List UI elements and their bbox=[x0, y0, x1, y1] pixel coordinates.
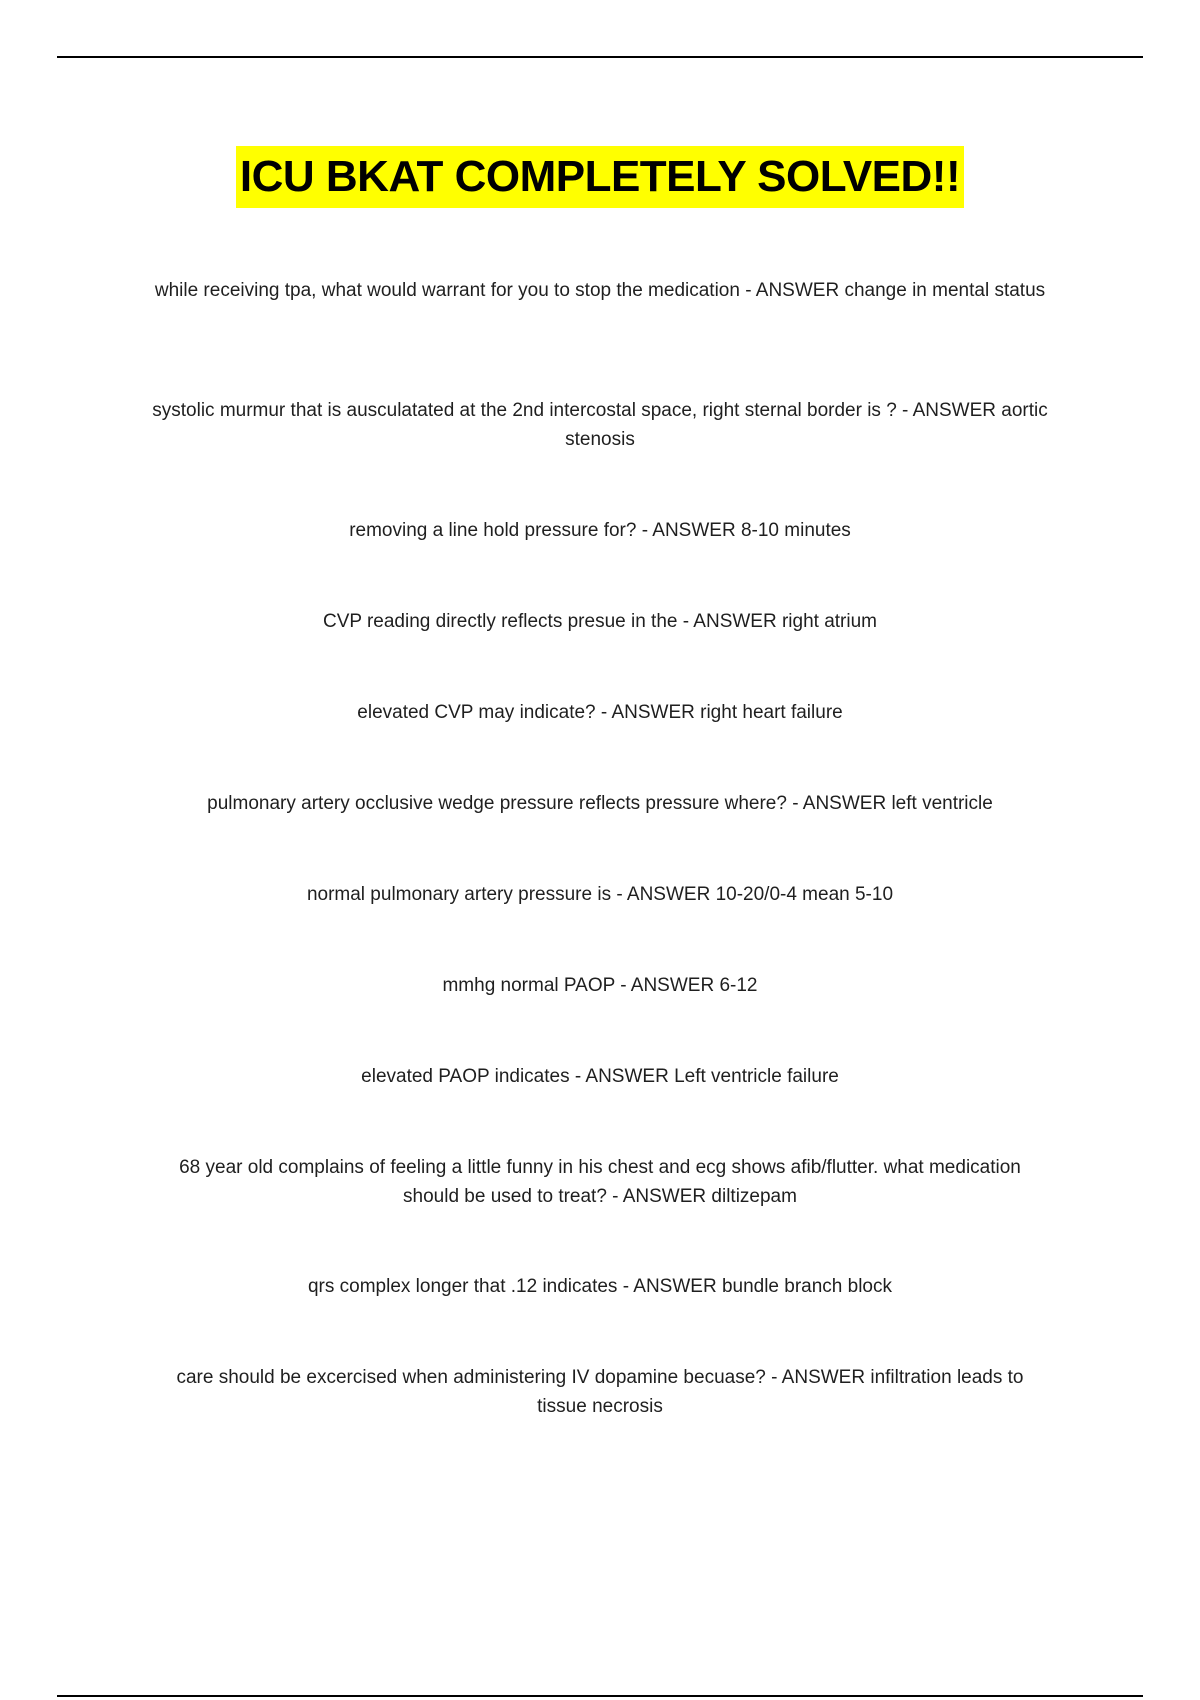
document-title: ICU BKAT COMPLETELY SOLVED!! bbox=[236, 146, 964, 208]
qa-item: normal pulmonary artery pressure is - ANSWER 10-20/0-4 mean 5-10 bbox=[306, 884, 894, 905]
qa-item: qrs complex longer that .12 indicates - ANSWER bundle branch block bbox=[307, 1276, 893, 1297]
qa-item: removing a line hold pressure for? - ANSWER 8-10 minutes bbox=[349, 520, 851, 541]
bottom-rule bbox=[57, 1695, 1143, 1697]
qa-item: care should be excercised when administering IV dopamine becuase? - ANSWER infiltration leads to tissue necrosis bbox=[176, 1367, 1024, 1417]
qa-item: systolic murmur that is ausculatated at the 2nd intercostal space, right sternal border is ? - ANSWER aortic stenosis bbox=[152, 400, 1048, 450]
qa-item: elevated PAOP indicates - ANSWER Left ventricle failure bbox=[361, 1066, 839, 1087]
qa-item: while receiving tpa, what would warrant for you to stop the medication - ANSWER change in mental status bbox=[154, 280, 1046, 301]
qa-item: mmhg normal PAOP - ANSWER 6-12 bbox=[442, 975, 758, 996]
qa-item: CVP reading directly reflects presue in the - ANSWER right atrium bbox=[322, 611, 878, 632]
qa-item: pulmonary artery occlusive wedge pressure reflects pressure where? - ANSWER left ventricle bbox=[207, 793, 993, 814]
qa-item: elevated CVP may indicate? - ANSWER right heart failure bbox=[357, 702, 843, 723]
qa-item: 68 year old complains of feeling a little funny in his chest and ecg shows afib/flutter. what medication should be used to treat? - ANSWER diltizepam bbox=[179, 1157, 1021, 1207]
